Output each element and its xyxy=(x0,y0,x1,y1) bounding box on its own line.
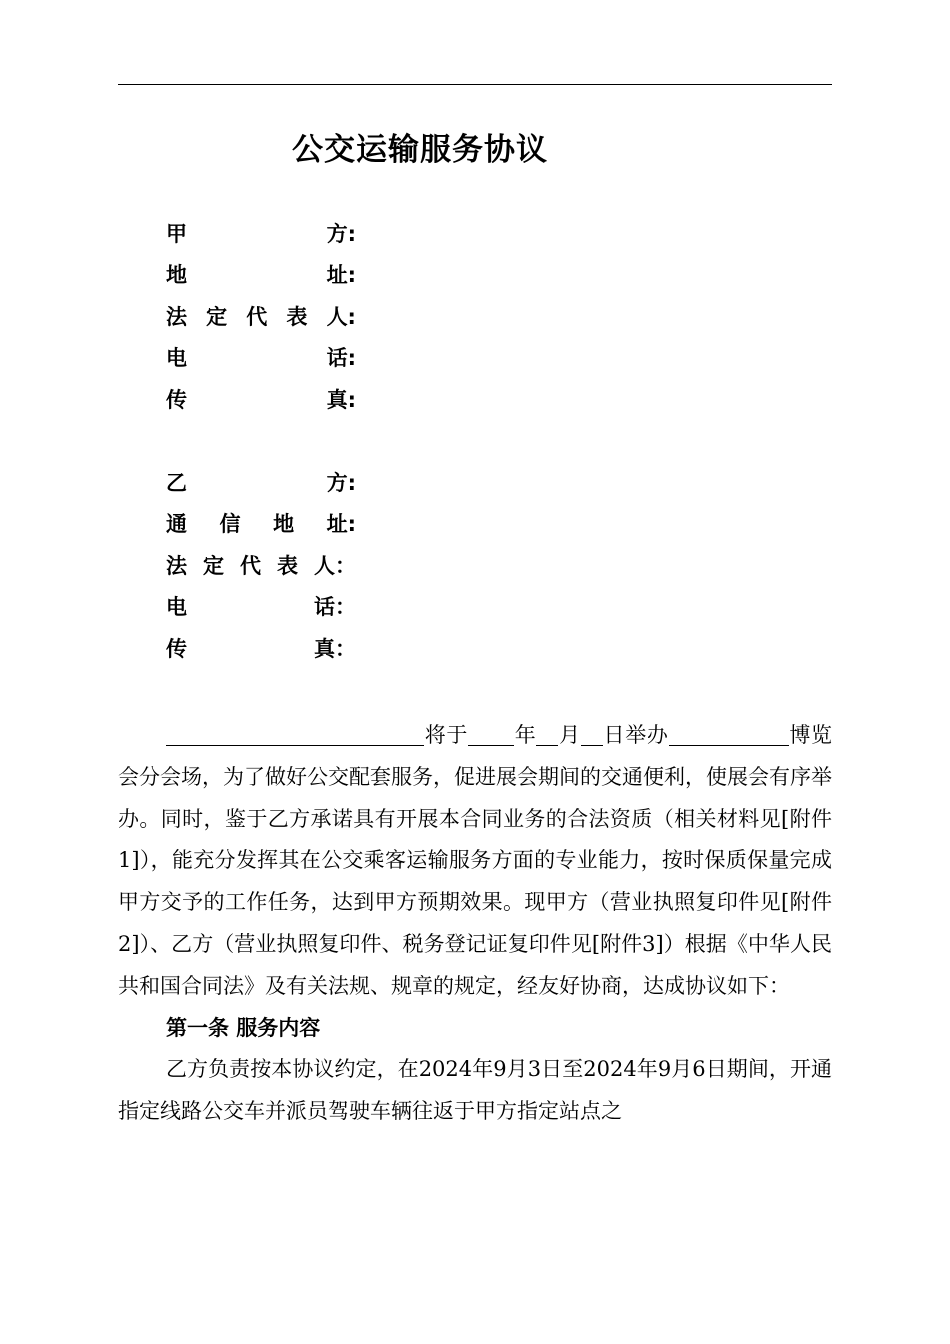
label-char: 乙 xyxy=(166,470,187,495)
label-char: 真： xyxy=(314,636,356,661)
label-char: 法 xyxy=(166,304,187,329)
label-char: 表 xyxy=(286,304,308,329)
label-char: 代 xyxy=(246,304,268,329)
label-char: 通 xyxy=(166,512,187,537)
intro-text: 年 xyxy=(514,723,537,747)
party-b-legal-rep-row xyxy=(166,544,356,586)
label-char: 传 xyxy=(166,636,187,661)
header-rule xyxy=(118,84,832,85)
agreement-body xyxy=(118,715,832,1133)
article-1-text: 乙方负责按本协议约定，在2024年9月3日至2024年9月6日期间，开通指定线路公交车并派员驾驶车辆往返于甲方指定站点之 xyxy=(118,1057,832,1124)
party-a-name-row xyxy=(166,212,356,254)
label-char: 表 xyxy=(277,553,298,578)
label-char: 定 xyxy=(206,304,228,329)
party-b-fax-row xyxy=(166,627,356,669)
document-title: 公交运输服务协议 xyxy=(292,132,548,168)
party-b-phone-row xyxy=(166,586,356,628)
label-char: 址: xyxy=(326,512,356,537)
intro-text: 博览会分会场，为了做好公交配套服务，促进展会期间的交通便利，使展会有序举办。同时，鉴于乙方承诺具有开展本合同业务的合法资质（相关材料见[附件1]），能充分发挥其在公交乘客运输服务方面的专业能力，按时保质保量完成甲方交予的工作任务，达到甲方预期效果。现甲方（营业执照复印件见[附件2]）、乙方（营业执照复印件、税务登记证复印件见[附件3]）根据《中华人民共和国合同法》及有关法规、规章的规定，经友好协商，达成协议如下： xyxy=(118,723,833,998)
label-char: 传 xyxy=(166,387,187,412)
article-1-heading: 第一条 服务内容 xyxy=(166,1015,321,1040)
label-char: 甲 xyxy=(166,221,187,246)
label-char: 方: xyxy=(326,470,356,495)
party-b-name-row xyxy=(166,461,356,503)
party-b-address-row xyxy=(166,503,356,545)
blank-organizer xyxy=(166,723,424,746)
label-char: 人： xyxy=(314,553,356,578)
label-char: 地 xyxy=(166,263,187,288)
party-a-fax-row xyxy=(166,378,356,420)
label-char: 人: xyxy=(326,304,356,329)
label-char: 定 xyxy=(203,553,224,578)
party-a-phone-row xyxy=(166,337,356,379)
intro-text: 将于 xyxy=(424,723,469,747)
label-char: 真: xyxy=(326,387,356,412)
intro-text: 日举办 xyxy=(602,723,669,747)
party-a-address-row xyxy=(166,254,356,296)
blank-expo-name xyxy=(669,723,789,746)
party-b-block xyxy=(166,461,356,669)
party-a-legal-rep-row xyxy=(166,295,356,337)
label-char: 代 xyxy=(240,553,261,578)
label-char: 方: xyxy=(326,221,356,246)
label-char: 话: xyxy=(326,346,356,371)
label-char: 电 xyxy=(166,346,187,371)
blank-year xyxy=(468,723,514,746)
label-char: 法 xyxy=(166,553,187,578)
blank-month xyxy=(536,723,558,746)
label-char: 地 xyxy=(273,512,295,537)
label-char: 话： xyxy=(314,595,356,620)
label-char: 电 xyxy=(166,595,187,620)
intro-text: 月 xyxy=(558,723,581,747)
party-a-block xyxy=(166,212,356,420)
label-char: 址: xyxy=(326,263,356,288)
intro-paragraph xyxy=(118,715,832,1008)
blank-day xyxy=(581,723,603,746)
label-char: 信 xyxy=(219,512,241,537)
